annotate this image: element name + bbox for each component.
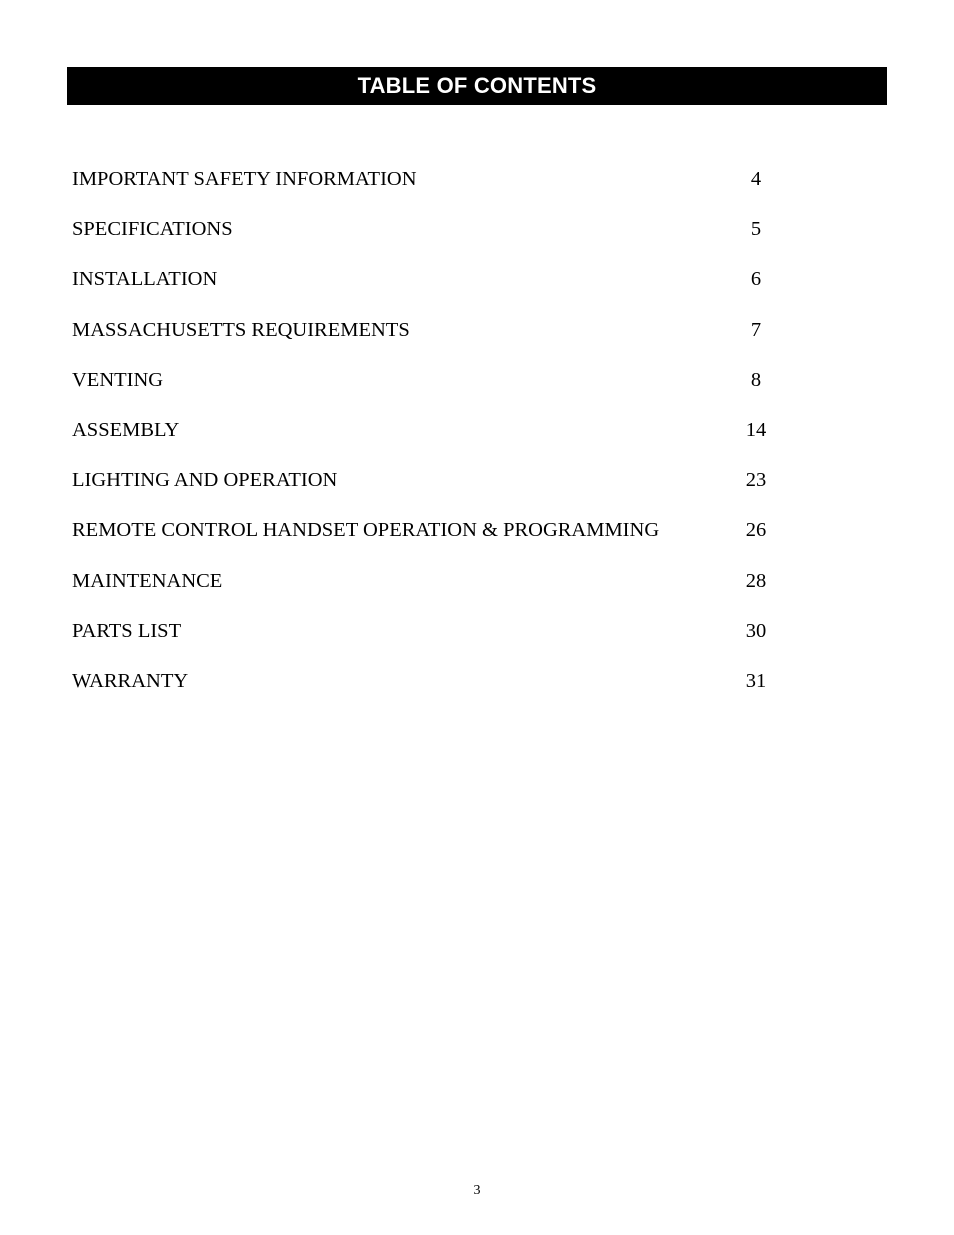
toc-entry[interactable] [72,568,832,618]
toc-entry[interactable] [72,216,832,266]
toc-entry[interactable] [72,467,832,517]
toc-entry[interactable] [72,618,832,668]
toc-header-bar [67,67,887,105]
toc-entry-title: ASSEMBLY [72,418,180,441]
toc-entry[interactable] [72,166,832,216]
toc-entry[interactable] [72,668,832,718]
toc-entry[interactable] [72,266,832,316]
toc-entry-title: MASSACHUSETTS REQUIREMENTS [72,318,410,341]
toc-entry[interactable] [72,317,832,367]
toc-entry-page: 28 [745,569,767,592]
toc-entry-page: 7 [750,318,762,341]
toc-entry-title: IMPORTANT SAFETY INFORMATION [72,168,417,190]
toc-entry-title: REMOTE CONTROL HANDSET OPERATION & PROGRAMMING [72,519,660,542]
toc-entry-page: 31 [745,669,767,692]
toc-entry-page: 26 [745,519,767,542]
toc-entry-title: MAINTENANCE [72,569,223,592]
toc-entry-page: 6 [750,268,762,291]
table-of-contents [72,166,832,718]
toc-entry-page: 14 [745,418,767,441]
page-title: TABLE OF CONTENTS [357,73,597,98]
toc-entry-page: 23 [745,469,767,492]
toc-entry-title: WARRANTY [72,669,189,692]
toc-entry[interactable] [72,417,832,467]
toc-entry-page: 5 [750,218,762,241]
toc-entry-page: 30 [745,619,767,642]
toc-entry-title: PARTS LIST [72,619,182,642]
page-number: 3 [473,1183,481,1198]
toc-entry-title: VENTING [72,368,164,391]
toc-entry-page: 4 [750,168,762,190]
toc-entry-page: 8 [750,368,762,391]
toc-entry-title: SPECIFICATIONS [72,218,233,241]
toc-entry-title: LIGHTING AND OPERATION [72,469,338,492]
toc-entry[interactable] [72,517,832,567]
toc-entry-title: INSTALLATION [72,268,218,291]
toc-entry[interactable] [72,367,832,417]
